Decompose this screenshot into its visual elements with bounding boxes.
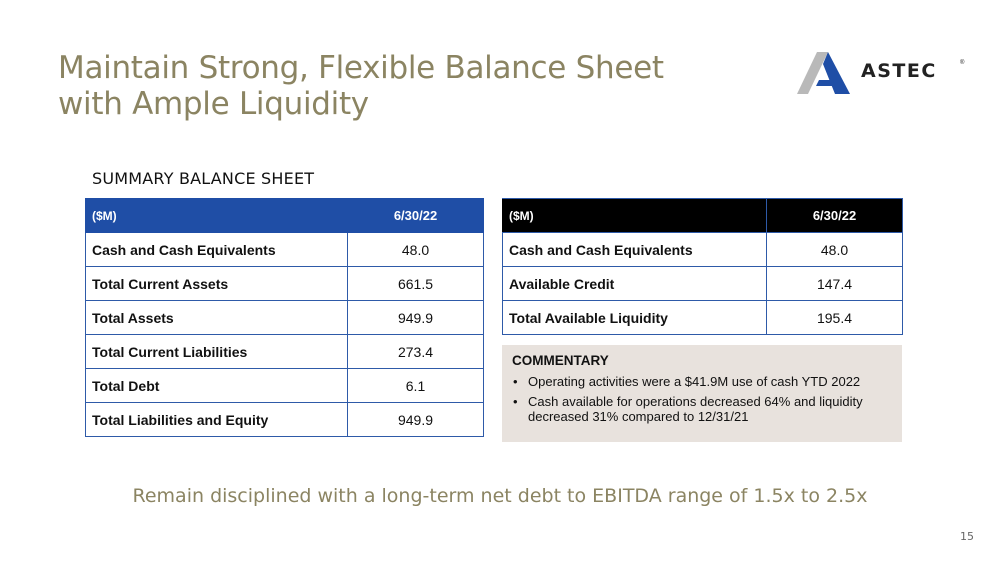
commentary-heading: COMMENTARY [512, 353, 609, 368]
slide-title [58, 50, 758, 122]
bullet-icon: • [513, 394, 518, 409]
commentary-text: Operating activities were a $41.9M use of cash YTD 2022 [528, 374, 861, 389]
row-value: 661.5 [348, 267, 484, 301]
title-line-1: Maintain Strong, Flexible Balance Sheet [58, 50, 664, 86]
row-label: Available Credit [503, 267, 767, 301]
header-unit: ($M) [503, 199, 767, 233]
row-value: 48.0 [348, 233, 484, 267]
table-row [86, 403, 484, 437]
list-item [512, 374, 892, 389]
row-value: 949.9 [348, 403, 484, 437]
row-value: 273.4 [348, 335, 484, 369]
table-row [86, 233, 484, 267]
row-label: Total Current Liabilities [86, 335, 348, 369]
row-label: Total Current Assets [86, 267, 348, 301]
commentary-box [502, 345, 902, 442]
row-value: 195.4 [767, 301, 903, 335]
table-row [86, 301, 484, 335]
commentary-text: Cash available for operations decreased 64% and liquidity decreased 31% compared to 12/31/21 [528, 394, 863, 424]
table-row [503, 233, 903, 267]
logo-trademark: ® [960, 60, 965, 66]
header-date: 6/30/22 [348, 199, 484, 233]
astec-logo-mark-icon [797, 50, 857, 96]
table-row [86, 267, 484, 301]
bullet-icon: • [513, 374, 518, 389]
footer-note: Remain disciplined with a long-term net debt to EBITDA range of 1.5x to 2.5x [132, 485, 868, 507]
row-value: 949.9 [348, 301, 484, 335]
commentary-list [512, 374, 892, 424]
logo-text: ASTEC [861, 60, 937, 82]
liquidity-table [502, 198, 903, 335]
row-label: Total Liabilities and Equity [86, 403, 348, 437]
table-header-row [86, 199, 484, 233]
table-row [86, 369, 484, 403]
table-header-row [503, 199, 903, 233]
page-number: 15 [960, 530, 974, 543]
row-label: Cash and Cash Equivalents [503, 233, 767, 267]
table-row [503, 267, 903, 301]
row-label: Total Assets [86, 301, 348, 335]
table-row [503, 301, 903, 335]
astec-logo [797, 50, 969, 96]
title-line-2: with Ample Liquidity [58, 86, 369, 122]
header-date: 6/30/22 [767, 199, 903, 233]
row-label: Cash and Cash Equivalents [86, 233, 348, 267]
row-value: 48.0 [767, 233, 903, 267]
header-unit: ($M) [86, 199, 348, 233]
summary-balance-table [85, 198, 484, 437]
row-value: 6.1 [348, 369, 484, 403]
table-row [86, 335, 484, 369]
section-label: SUMMARY BALANCE SHEET [92, 169, 315, 188]
list-item [512, 394, 892, 424]
row-label: Total Debt [86, 369, 348, 403]
row-value: 147.4 [767, 267, 903, 301]
row-label: Total Available Liquidity [503, 301, 767, 335]
